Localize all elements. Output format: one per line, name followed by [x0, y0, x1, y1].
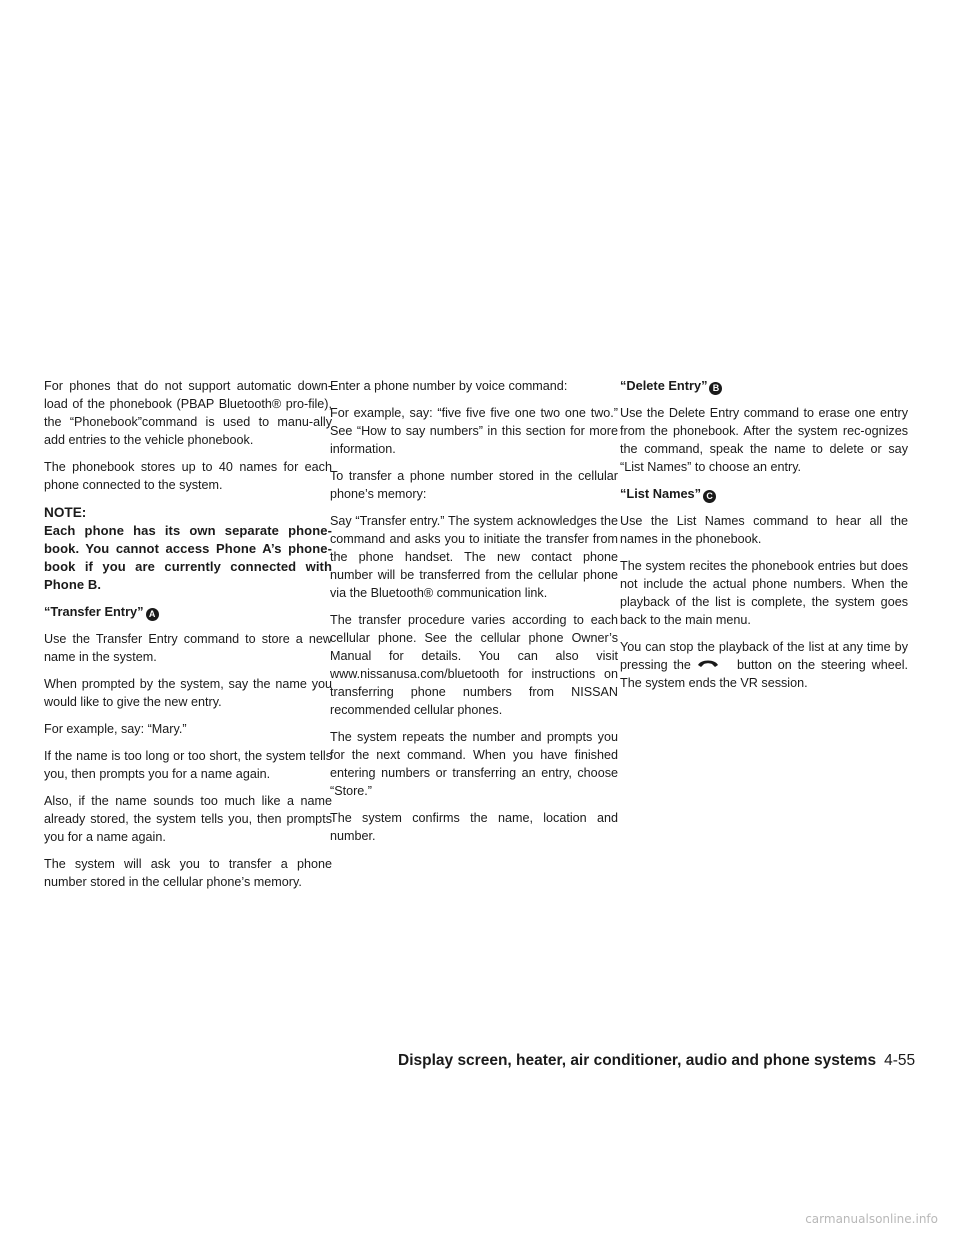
delete-entry-heading-text: “Delete Entry”: [620, 378, 708, 393]
phone-hangup-icon: [697, 658, 719, 668]
watermark: carmanualsonline.info: [805, 1212, 938, 1226]
page-number: 4-55: [884, 1052, 916, 1069]
callout-c-badge: C: [703, 490, 716, 503]
note-body: Each phone has its own separate phone-book. You cannot access Phone A’s phone-book if you are currently connected with Phone B.: [44, 523, 332, 592]
transfer-paragraph-4: If the name is too long or too short, the system tells you, then prompts you for a name again.: [44, 749, 332, 781]
transfer-procedure-paragraph: Say “Transfer entry.” The system acknowledges the command and asks you to initiate the transfer from the phone handset. The new contact phone number will be transferred from the cellular phone via the Bluetooth® communication link.: [330, 514, 618, 600]
column-3: [620, 377, 908, 701]
transfer-varies-paragraph: The transfer procedure varies according to each cellular phone. See the cellular phone Owner’s Manual for details. You can also visit www.nissanusa.com/bluetooth for instructions on transferring phone numbers from NISSAN recommended cellular phones.: [330, 613, 618, 717]
list-names-paragraph-2: The system recites the phonebook entries but does not include the actual phone numbers. When the playback of the list is complete, the system goes back to the main menu.: [620, 559, 908, 627]
transfer-paragraph-3: For example, say: “Mary.”: [44, 722, 187, 736]
stop-playback-paragraph: [620, 638, 908, 692]
stop-playback-text-before: You can stop the playback of the list at any time by pressing the: [620, 640, 908, 672]
voice-entry-paragraph: Enter a phone number by voice command:: [330, 379, 568, 393]
list-names-heading-text: “List Names”: [620, 486, 702, 501]
transfer-paragraph-5: Also, if the name sounds too much like a name already stored, the system tells you, then prompts you for a name again.: [44, 794, 332, 844]
column-2: [330, 377, 618, 854]
transfer-stored-paragraph: To transfer a phone number stored in the cellular phone’s memory:: [330, 469, 618, 501]
transfer-paragraph-6: The system will ask you to transfer a phone number stored in the cellular phone’s memory.: [44, 857, 332, 889]
page-footer: [398, 1052, 918, 1070]
callout-b-badge: B: [709, 382, 722, 395]
transfer-entry-heading: [44, 603, 332, 621]
callout-a-badge: A: [146, 608, 159, 621]
transfer-entry-heading-text: “Transfer Entry”: [44, 604, 144, 619]
list-names-heading: [620, 485, 908, 503]
delete-entry-heading: [620, 377, 908, 395]
transfer-paragraph-2: When prompted by the system, say the name you would like to give the new entry.: [44, 677, 332, 709]
capacity-paragraph: The phonebook stores up to 40 names for each phone connected to the system.: [44, 460, 332, 492]
repeat-number-paragraph: The system repeats the number and prompts you for the next command. When you have finished entering numbers or transferring an entry, choose “Store.”: [330, 730, 618, 798]
delete-paragraph: Use the Delete Entry command to erase one entry from the phonebook. After the system rec-ognizes the command, speak the name to delete or say “List Names” to choose an entry.: [620, 406, 908, 474]
list-names-paragraph-1: Use the List Names command to hear all the names in the phonebook.: [620, 514, 908, 546]
example-paragraph: For example, say: “five five five one two one two.” See “How to say numbers” in this section for more information.: [330, 406, 618, 456]
note-heading: NOTE:: [44, 505, 87, 520]
confirm-paragraph: The system confirms the name, location and number.: [330, 811, 618, 843]
transfer-paragraph-1: Use the Transfer Entry command to store a new name in the system.: [44, 632, 332, 664]
section-title: Display screen, heater, air conditioner, audio and phone systems: [398, 1052, 877, 1069]
intro-paragraph: For phones that do not support automatic down-load of the phonebook (PBAP Bluetooth® pro-file), the “Phonebook”command is used to manu-ally add entries to the vehicle phonebook.: [44, 379, 332, 447]
column-1: [44, 377, 332, 900]
stop-playback-text-after: button on the steering wheel. The system ends the VR session.: [620, 658, 909, 690]
